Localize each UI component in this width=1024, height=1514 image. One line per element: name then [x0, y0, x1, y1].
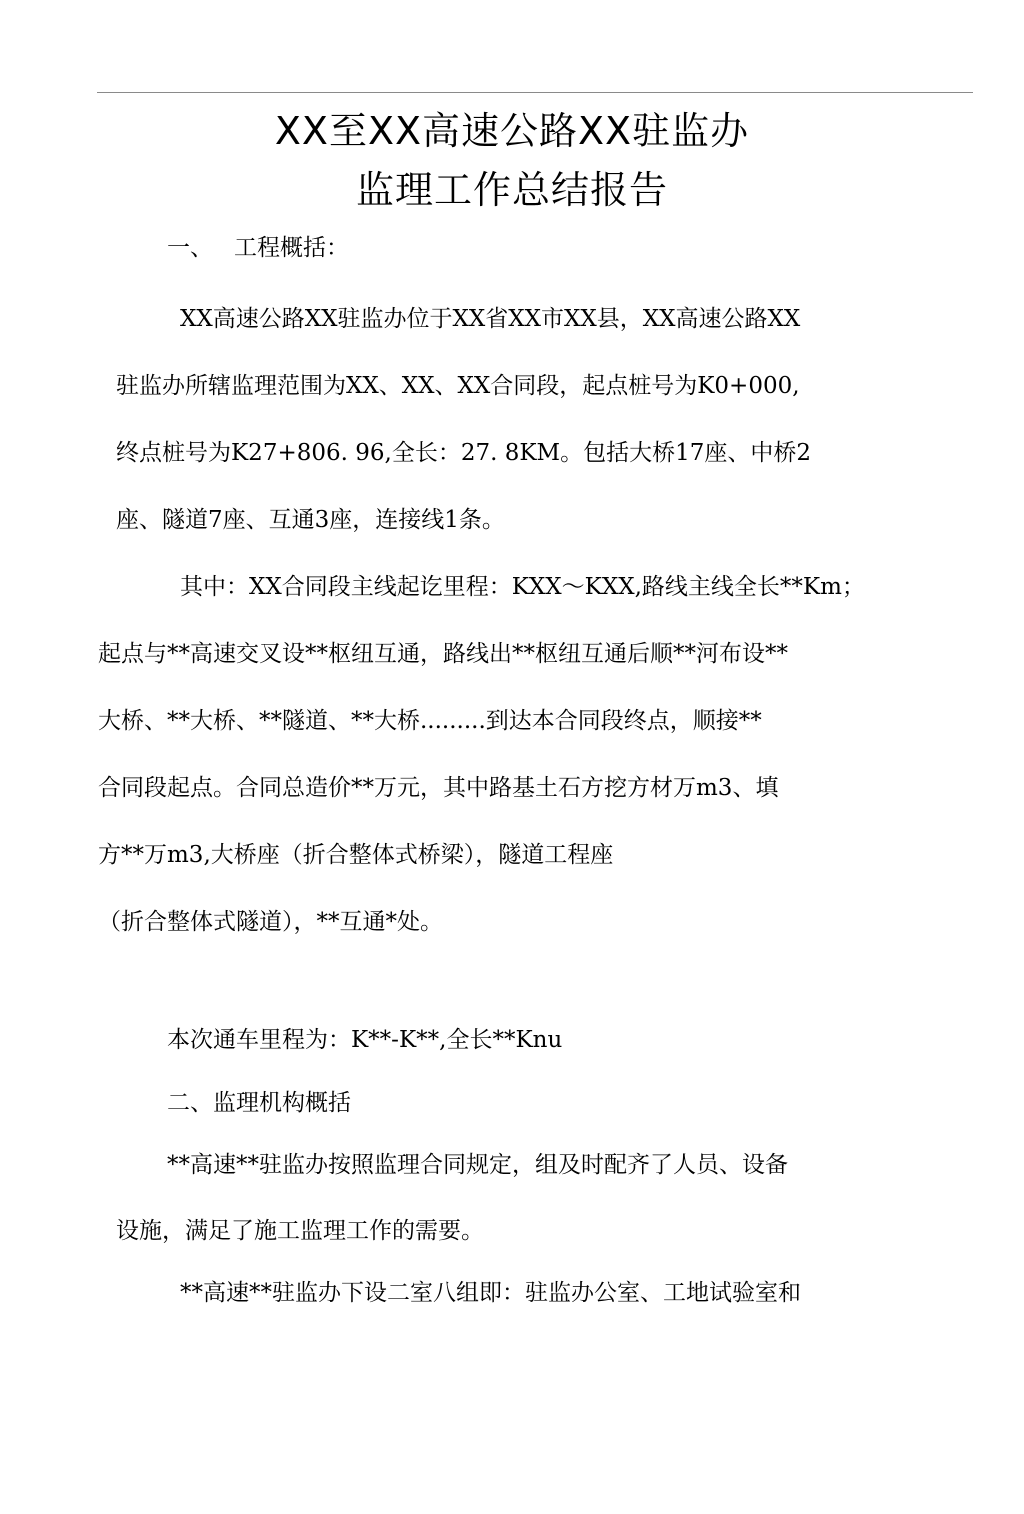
paragraph-line: **高速**驻监办按照监理合同规定，组及时配齐了人员、设备 — [167, 1152, 788, 1178]
paragraph-line: 设施，满足了施工监理工作的需要。 — [116, 1218, 484, 1244]
paragraph-line: 合同段起点。合同总造价**万元，其中路基土石方挖方材万m3、填 — [98, 775, 779, 801]
paragraph-line: 起点与**高速交叉设**枢纽互通，路线出**枢纽互通后顺**河布设** — [98, 641, 788, 667]
header-rule — [97, 92, 973, 93]
paragraph-line: 座、隧道7座、互通3座，连接线1条。 — [116, 507, 505, 533]
paragraph-line: （折合整体式隧道），**互通*处。 — [98, 909, 443, 935]
paragraph-line: XX高速公路XX驻监办位于XX省XX市XX县，XX高速公路XX — [180, 306, 801, 332]
paragraph-line: **高速**驻监办下设二室八组即：驻监办公室、工地试验室和 — [180, 1280, 801, 1306]
mileage-paragraph: 本次通车里程为：K**-K**,全长**Knu — [167, 1027, 563, 1053]
paragraph-line: 驻监办所辖监理范围为XX、XX、XX合同段，起点桩号为K0+000, — [116, 373, 800, 399]
document-title-line2: 监理工作总结报告 — [355, 168, 668, 212]
paragraph-line: 方**万m3,大桥座（折合整体式桥梁），隧道工程座 — [98, 842, 614, 868]
paragraph-line: 大桥、**大桥、**隧道、**大桥.........到达本合同段终点，顺接** — [98, 708, 762, 734]
document-title-line1: XX至XX高速公路XX驻监办 — [274, 109, 750, 153]
paragraph-line: 终点桩号为K27+806. 96,全长：27. 8KM。包括大桥17座、中桥2 — [116, 440, 811, 466]
paragraph-line: 其中：XX合同段主线起讫里程：KXX～KXX,路线主线全长**Km； — [180, 574, 865, 600]
section1-heading: 工程概括： — [234, 235, 349, 261]
section1-heading-number: 一、 — [167, 235, 213, 261]
section2-heading: 二、监理机构概括 — [167, 1090, 351, 1116]
